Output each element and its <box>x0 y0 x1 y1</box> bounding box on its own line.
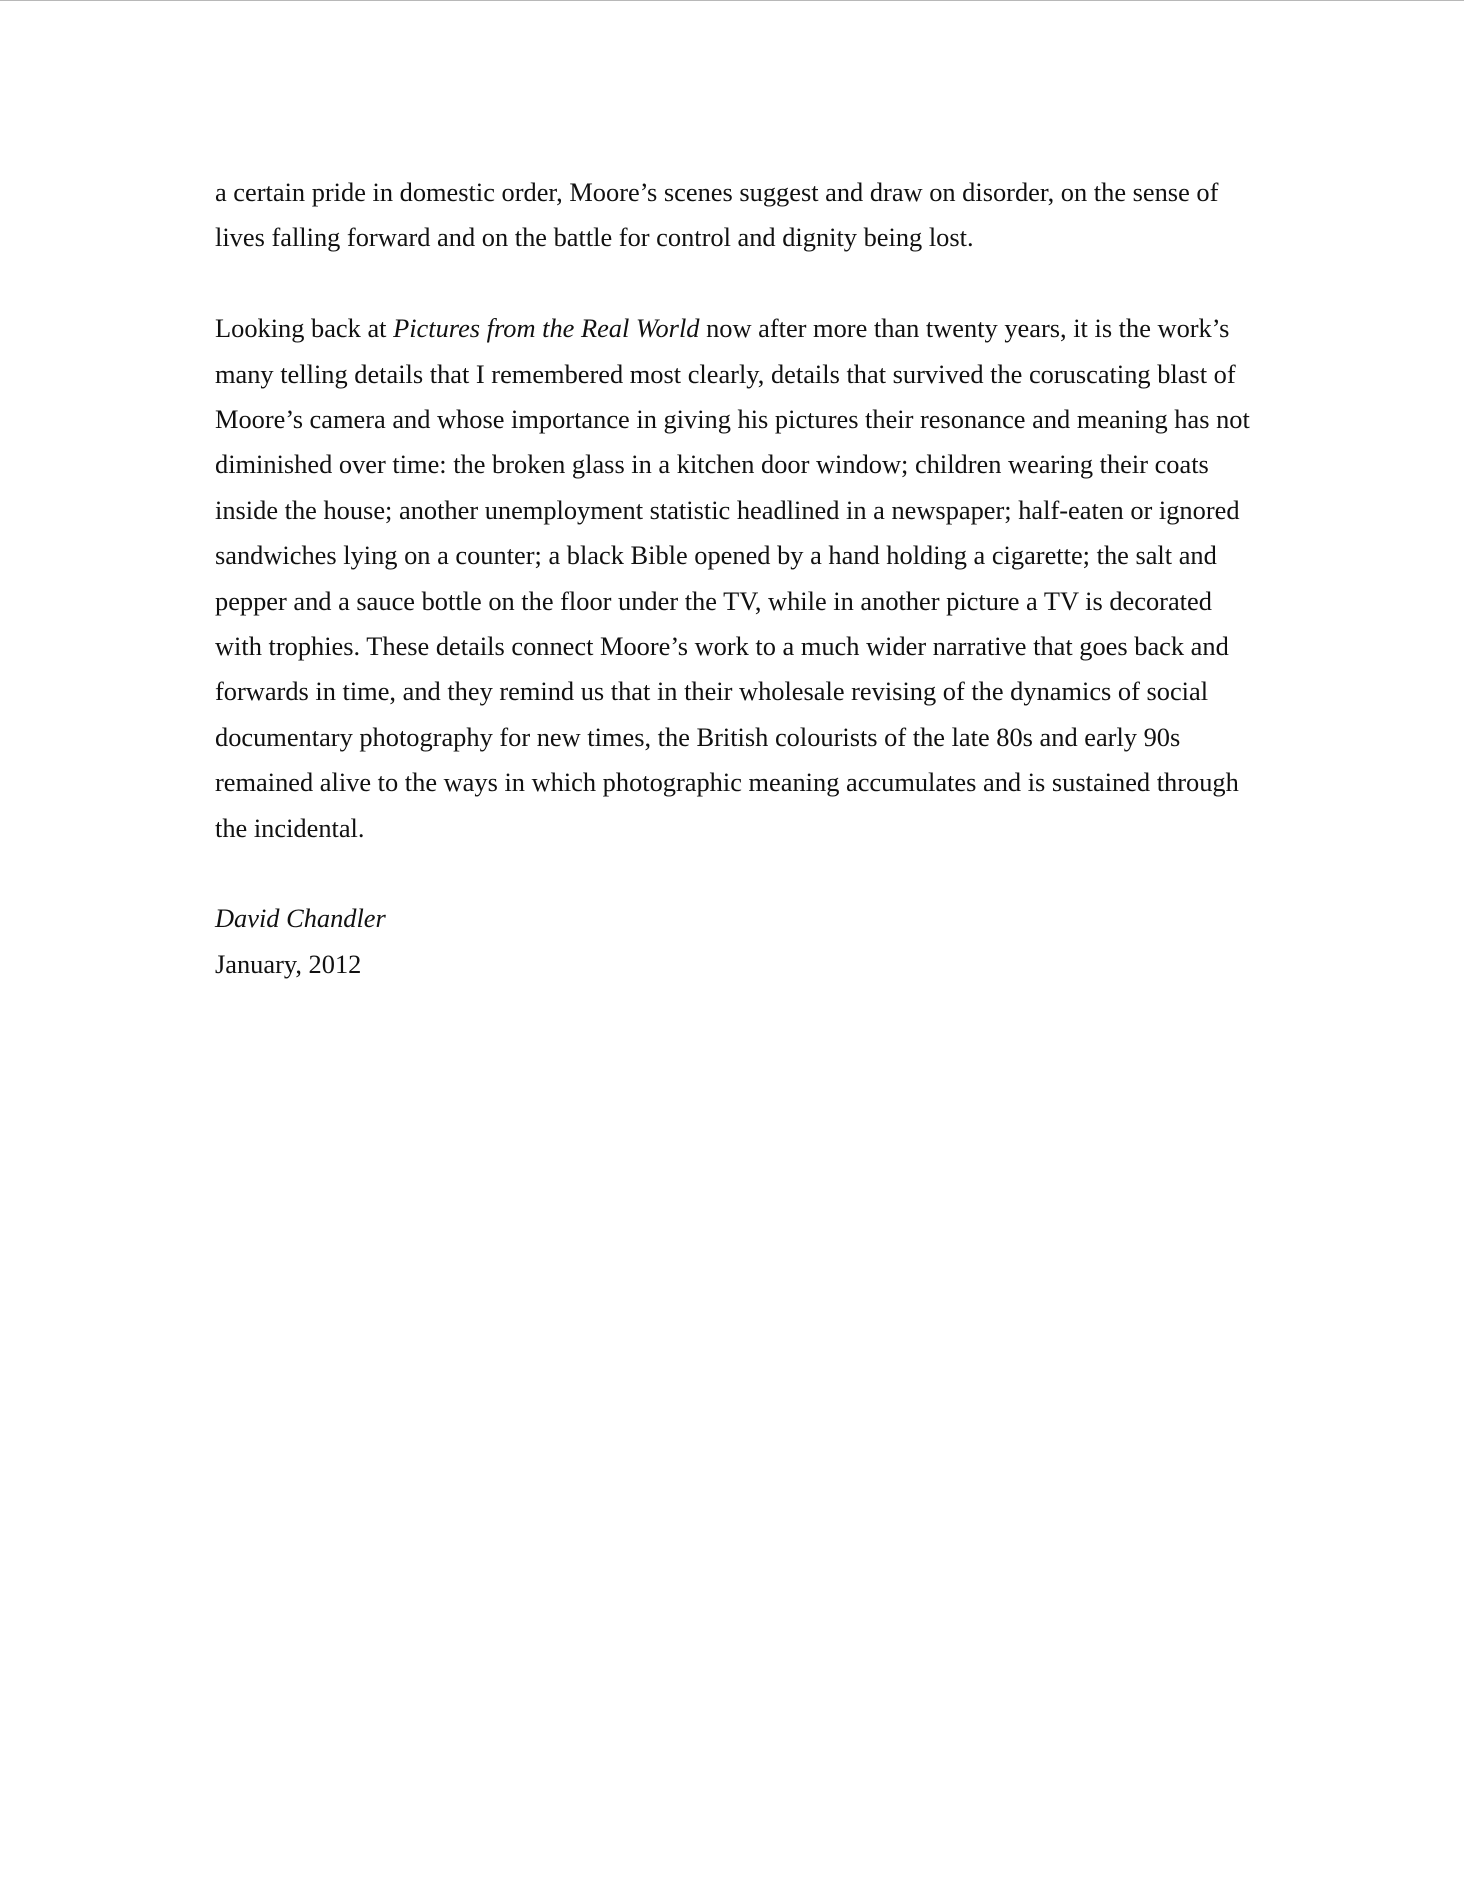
document-body <box>215 170 1255 987</box>
text-line: with trophies. These details connect Moore’s work to a much wider narrative that goes back and <box>215 631 1229 662</box>
paragraph-2 <box>215 306 1255 851</box>
text-line: forwards in time, and they remind us that in their wholesale revising of the dynamics of social <box>215 676 1209 707</box>
text-run: Looking back at <box>215 313 394 344</box>
text-line: remained alive to the ways in which photographic meaning accumulates and is sustained through <box>215 767 1239 798</box>
text-line: many telling details that I remembered most clearly, details that survived the coruscating blast of <box>215 358 1236 389</box>
text-line <box>215 306 1255 351</box>
text-line: the incidental. <box>215 812 365 843</box>
text-line: inside the house; another unemployment statistic headlined in a newspaper; half-eaten or ignored <box>215 494 1240 525</box>
text-line: diminished over time: the broken glass in a kitchen door window; children wearing their coats <box>215 449 1209 480</box>
text-line: sandwiches lying on a counter; a black Bible opened by a hand holding a cigarette; the salt and <box>215 540 1217 571</box>
signature-date: January, 2012 <box>215 948 362 979</box>
text-line: Moore’s camera and whose importance in giving his pictures their resonance and meaning has not <box>215 404 1250 435</box>
text-run: now after more than twenty years, it is the work’s <box>699 313 1230 344</box>
author-name: David Chandler <box>215 903 386 934</box>
signature-block <box>215 896 1255 987</box>
text-line: pepper and a sauce bottle on the floor under the TV, while in another picture a TV is decorated <box>215 585 1212 616</box>
book-title: Pictures from the Real World <box>393 313 700 344</box>
text-line: documentary photography for new times, the British colourists of the late 80s and early 90s <box>215 721 1181 752</box>
text-line: lives falling forward and on the battle for control and dignity being lost. <box>215 222 974 253</box>
paragraph-1 <box>215 170 1255 261</box>
text-line: a certain pride in domestic order, Moore’s scenes suggest and draw on disorder, on the sense of <box>215 177 1219 207</box>
